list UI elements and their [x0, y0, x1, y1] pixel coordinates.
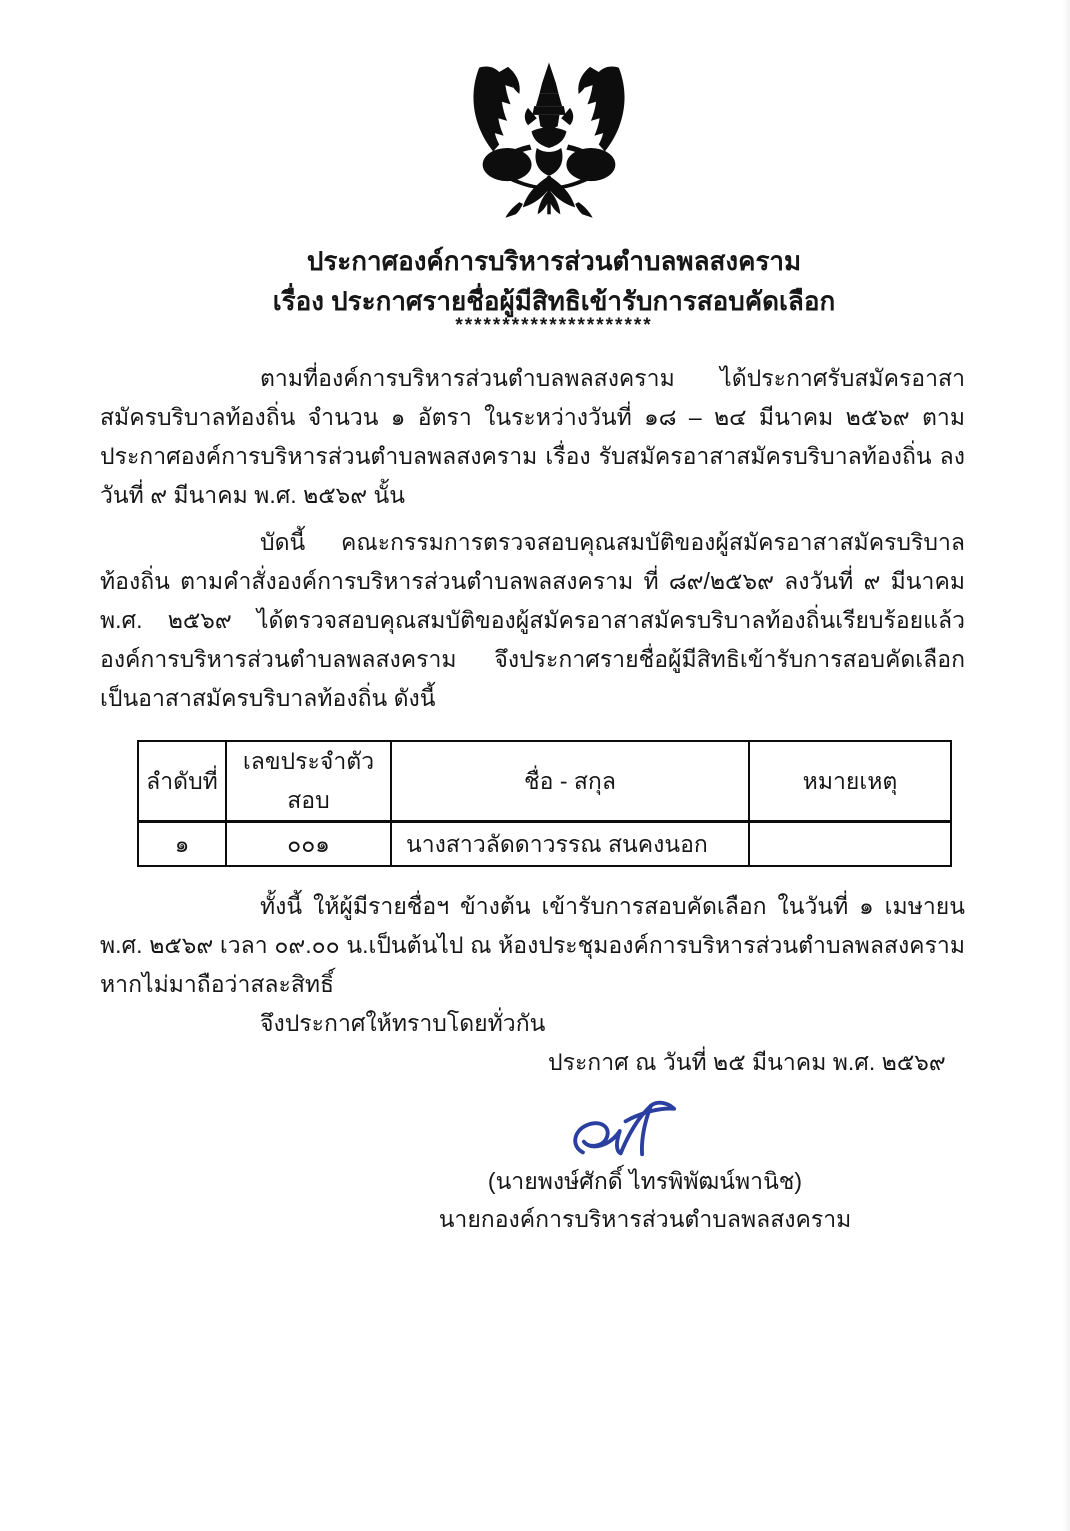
table-header-row	[138, 741, 951, 822]
document-body	[0, 359, 1070, 1238]
garuda-emblem	[453, 56, 645, 231]
table-row	[138, 822, 951, 867]
closing-line: จึงประกาศให้ทราบโดยทั่วกัน	[260, 1010, 546, 1036]
announcement-title	[0, 241, 1070, 321]
signature-ink	[567, 1098, 723, 1164]
announcement-date-line: ประกาศ ณ วันที่ ๒๕ มีนาคม พ.ศ. ๒๕๖๙	[548, 1049, 946, 1075]
cell-full-name: นางสาวลัดดาวรรณ สนคงนอก	[391, 822, 749, 867]
header-full-name: ชื่อ - สกุล	[391, 741, 749, 822]
cell-order-no: ๑	[138, 822, 226, 867]
intro-paragraph: ตามที่องค์การบริหารส่วนตำบลพลสงคราม ได้ประกาศรับสมัครอาสาสมัครบริบาลท้องถิ่น จำนวน ๑ อัตรา ในระหว่างวันที่ ๑๘ – ๒๔ มีนาคม ๒๕๖๙ ตามประกาศองค์การบริหารส่วนตำบลพลสงคราม เรื่อง รับสมัครอาสาสมัครบริบาลท้องถิ่น ลงวันที่ ๙ มีนาคม พ.ศ. ๒๕๖๙ นั้น	[100, 365, 965, 508]
title-org-line: ประกาศองค์การบริหารส่วนตำบลพลสงคราม	[306, 246, 802, 276]
header-remark: หมายเหตุ	[749, 741, 951, 822]
review-paragraph: บัดนี้ คณะกรรมการตรวจสอบคุณสมบัติของผู้สมัครอาสาสมัครบริบาลท้องถิ่น ตามคำสั่งองค์การบริหารส่วนตำบลพลสงคราม ที่ ๘๙/๒๕๖๙ ลงวันที่ ๙ มีนาคม พ.ศ. ๒๕๖๙ ได้ตรวจสอบคุณสมบัติของผู้สมัครอาสาสมัครบริบาลท้องถิ่นเรียบร้อยแล้ว องค์การบริหารส่วนตำบลพลสงคราม จึงประกาศรายชื่อผู้มีสิทธิเข้ารับการสอบคัดเลือกเป็นอาสาสมัครบริบาลท้องถิ่น ดังนี้	[100, 529, 965, 711]
emblem-row	[0, 0, 1070, 231]
cell-exam-id: ๐๐๑	[226, 822, 391, 867]
cell-remark	[749, 822, 951, 867]
header-exam-id: เลขประจำตัวสอบ	[226, 741, 391, 822]
title-subject-line: เรื่อง ประกาศรายชื่อผู้มีสิทธิเข้ารับการสอบคัดเลือก	[272, 286, 836, 316]
signer-position: นายกองค์การบริหารส่วนตำบลพลสงคราม	[438, 1206, 852, 1232]
header-order-no: ลำดับที่	[138, 741, 226, 822]
star-divider: *********************	[455, 315, 653, 336]
scan-edge-shadow	[1062, 0, 1070, 1531]
exam-instruction-paragraph: ทั้งนี้ ให้ผู้มีรายชื่อฯ ข้างต้น เข้ารับการสอบคัดเลือก ในวันที่ ๑ เมษายน พ.ศ. ๒๕๖๙ เวลา ๐๙.๐๐ น.เป็นต้นไป ณ ห้องประชุมองค์การบริหารส่วนตำบลพลสงคราม หากไม่มาถือว่าสละสิทธิ์	[100, 893, 965, 997]
candidate-table	[137, 740, 952, 867]
signature-block	[430, 1098, 860, 1238]
signer-name: (นายพงษ์ศักดิ์ ไทรพิพัฒน์พานิช)	[487, 1168, 803, 1194]
